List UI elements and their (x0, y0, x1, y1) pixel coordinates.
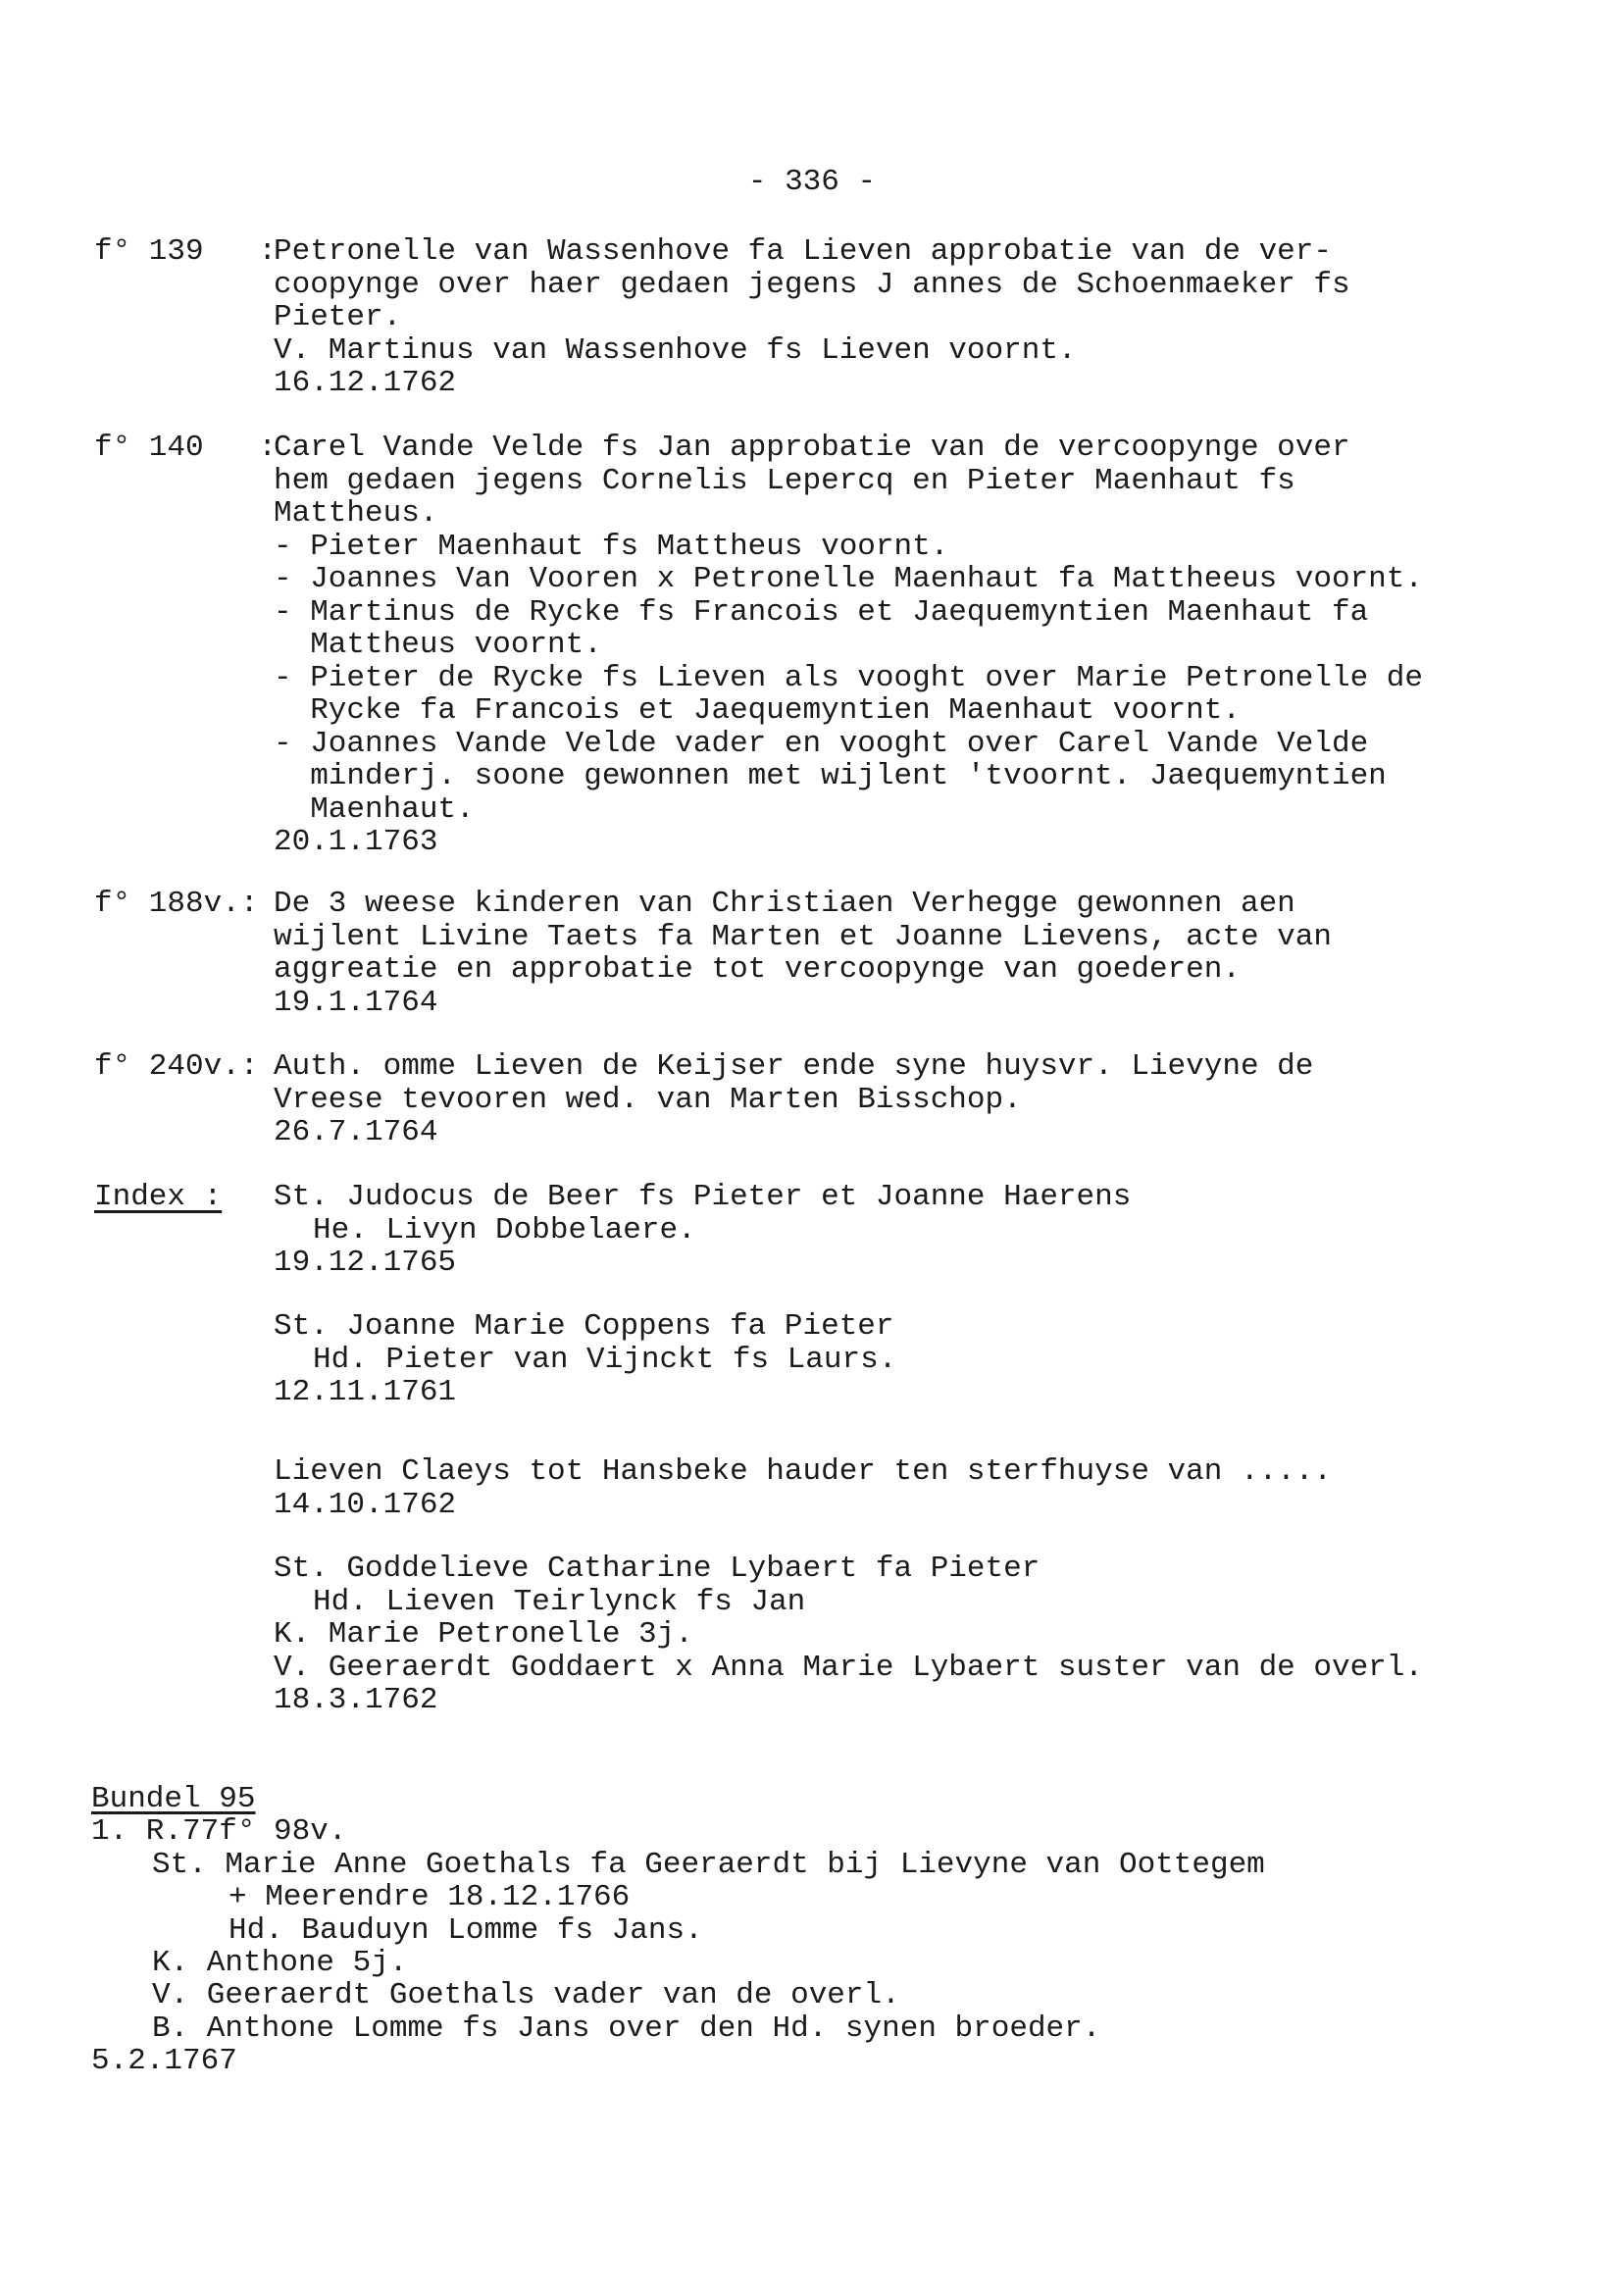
entry-line: Petronelle van Wassenhove fa Lieven approbatie van de ver- (274, 234, 1332, 269)
folio-reference: f° 188v.: (94, 887, 259, 921)
index-line: St. Judocus de Beer fs Pieter et Joanne Haerens (274, 1180, 1132, 1214)
bundel-section (91, 1783, 1562, 2078)
entry-line: Mattheus. (274, 496, 438, 531)
folio-reference: f° 140 : (94, 431, 278, 465)
bundel-line: Hd. Bauduyn Lomme fs Jans. (228, 1912, 703, 1948)
index-line: St. Goddelieve Catharine Lybaert fa Pieter (274, 1552, 1040, 1586)
entry-line: - Joannes Van Vooren x Petronelle Maenhaut fa Mattheeus voornt. (274, 562, 1423, 596)
entry-line: V. Martinus van Wassenhove fs Lieven voornt. (274, 332, 1077, 368)
entry-line: Rycke fa Francois et Jaequemyntien Maenhaut voornt. (274, 693, 1241, 728)
entry-date: 26.7.1764 (274, 1115, 438, 1149)
index-date: 19.12.1765 (274, 1246, 457, 1280)
index-line: K. Marie Petronelle 3j. (274, 1617, 693, 1652)
index-block (274, 1553, 1578, 1717)
entry-text (274, 432, 1578, 859)
bundel-date: 5.2.1767 (91, 2044, 237, 2079)
entry-line: hem gedaen jegens Cornelis Lepercq en Pieter Maenhaut fs (274, 463, 1295, 498)
entry-line: minderj. soone gewonnen met wijlent 'tvoornt. Jaequemyntien (274, 759, 1387, 793)
index-line: St. Joanne Marie Coppens fa Pieter (274, 1309, 894, 1344)
bundel-line: B. Anthone Lomme fs Jans over den Hd. synen broeder. (152, 2011, 1101, 2046)
entry-text (274, 235, 1578, 400)
index-block (274, 1310, 1578, 1409)
index-line: Hd. Lieven Teirlynck fs Jan (313, 1584, 806, 1619)
index-date: 18.3.1762 (274, 1683, 438, 1717)
entry-text (274, 1050, 1578, 1149)
index-label: Index : (94, 1180, 223, 1214)
folio-reference: f° 139 : (94, 234, 278, 269)
entry-line: - Martinus de Rycke fs Francois et Jaequemyntien Maenhaut fa (274, 594, 1369, 630)
bundel-line: St. Marie Anne Goethals fa Geeraerdt bij Lievyne van Oottegem (152, 1847, 1265, 1882)
entry-line: Mattheus voornt. (274, 628, 602, 662)
entry-line: Auth. omme Lieven de Keijser ende syne huysvr. Lievyne de (274, 1049, 1314, 1084)
index-line: V. Geeraerdt Goddaert x Anna Marie Lybaert suster van de overl. (274, 1650, 1423, 1685)
bundel-line: V. Geeraerdt Goethals vader van de overl. (152, 1978, 900, 2013)
index-date: 12.11.1761 (274, 1375, 457, 1409)
page-number: - 336 - (747, 165, 877, 199)
index-date: 14.10.1762 (274, 1487, 457, 1522)
entry-line: - Pieter de Rycke fs Lieven als vooght over Marie Petronelle de (274, 660, 1423, 695)
entry-line: Carel Vande Velde fs Jan approbatie van de vercoopynge over (274, 431, 1350, 465)
bundel-line: + Meerendre 18.12.1766 (228, 1880, 631, 1915)
index-line: Lieven Claeys tot Hansbeke hauder ten sterfhuyse van ..... (274, 1454, 1332, 1489)
entry-line: aggreatie en approbatie tot vercoopynge van goederen. (274, 952, 1241, 987)
index-block (274, 1181, 1578, 1280)
entry-line: wijlent Livine Taets fa Marten et Joanne Lievens, acte van (274, 919, 1332, 954)
entry-line: Vreese tevooren wed. van Marten Bisschop. (274, 1082, 1022, 1117)
index-block (274, 1455, 1578, 1521)
entry-line: - Joannes Vande Velde vader en vooght over Carel Vande Velde (274, 726, 1369, 761)
folio-reference: f° 240v.: (94, 1049, 259, 1084)
entry-text (274, 888, 1578, 1019)
bundel-line: K. Anthone 5j. (152, 1945, 408, 1980)
entry-line: - Pieter Maenhaut fs Mattheus voornt. (274, 529, 949, 564)
entry-line: Maenhaut. (274, 791, 475, 827)
entry-line: coopynge over haer gedaen jegens J annes de Schoenmaeker fs (274, 267, 1350, 302)
bundel-title: Bundel 95 (91, 1782, 256, 1816)
entry-date: 20.1.1763 (274, 825, 438, 859)
bundel-line: 1. R.77f° 98v. (91, 1814, 347, 1850)
entry-date: 16.12.1762 (274, 366, 457, 400)
index-line: He. Livyn Dobbelaere. (313, 1212, 696, 1247)
index-line: Hd. Pieter van Vijnckt fs Laurs. (313, 1342, 897, 1377)
entry-date: 19.1.1764 (274, 985, 438, 1020)
entry-line: De 3 weese kinderen van Christiaen Verhegge gewonnen aen (274, 887, 1295, 921)
entry-line: Pieter. (274, 300, 402, 334)
